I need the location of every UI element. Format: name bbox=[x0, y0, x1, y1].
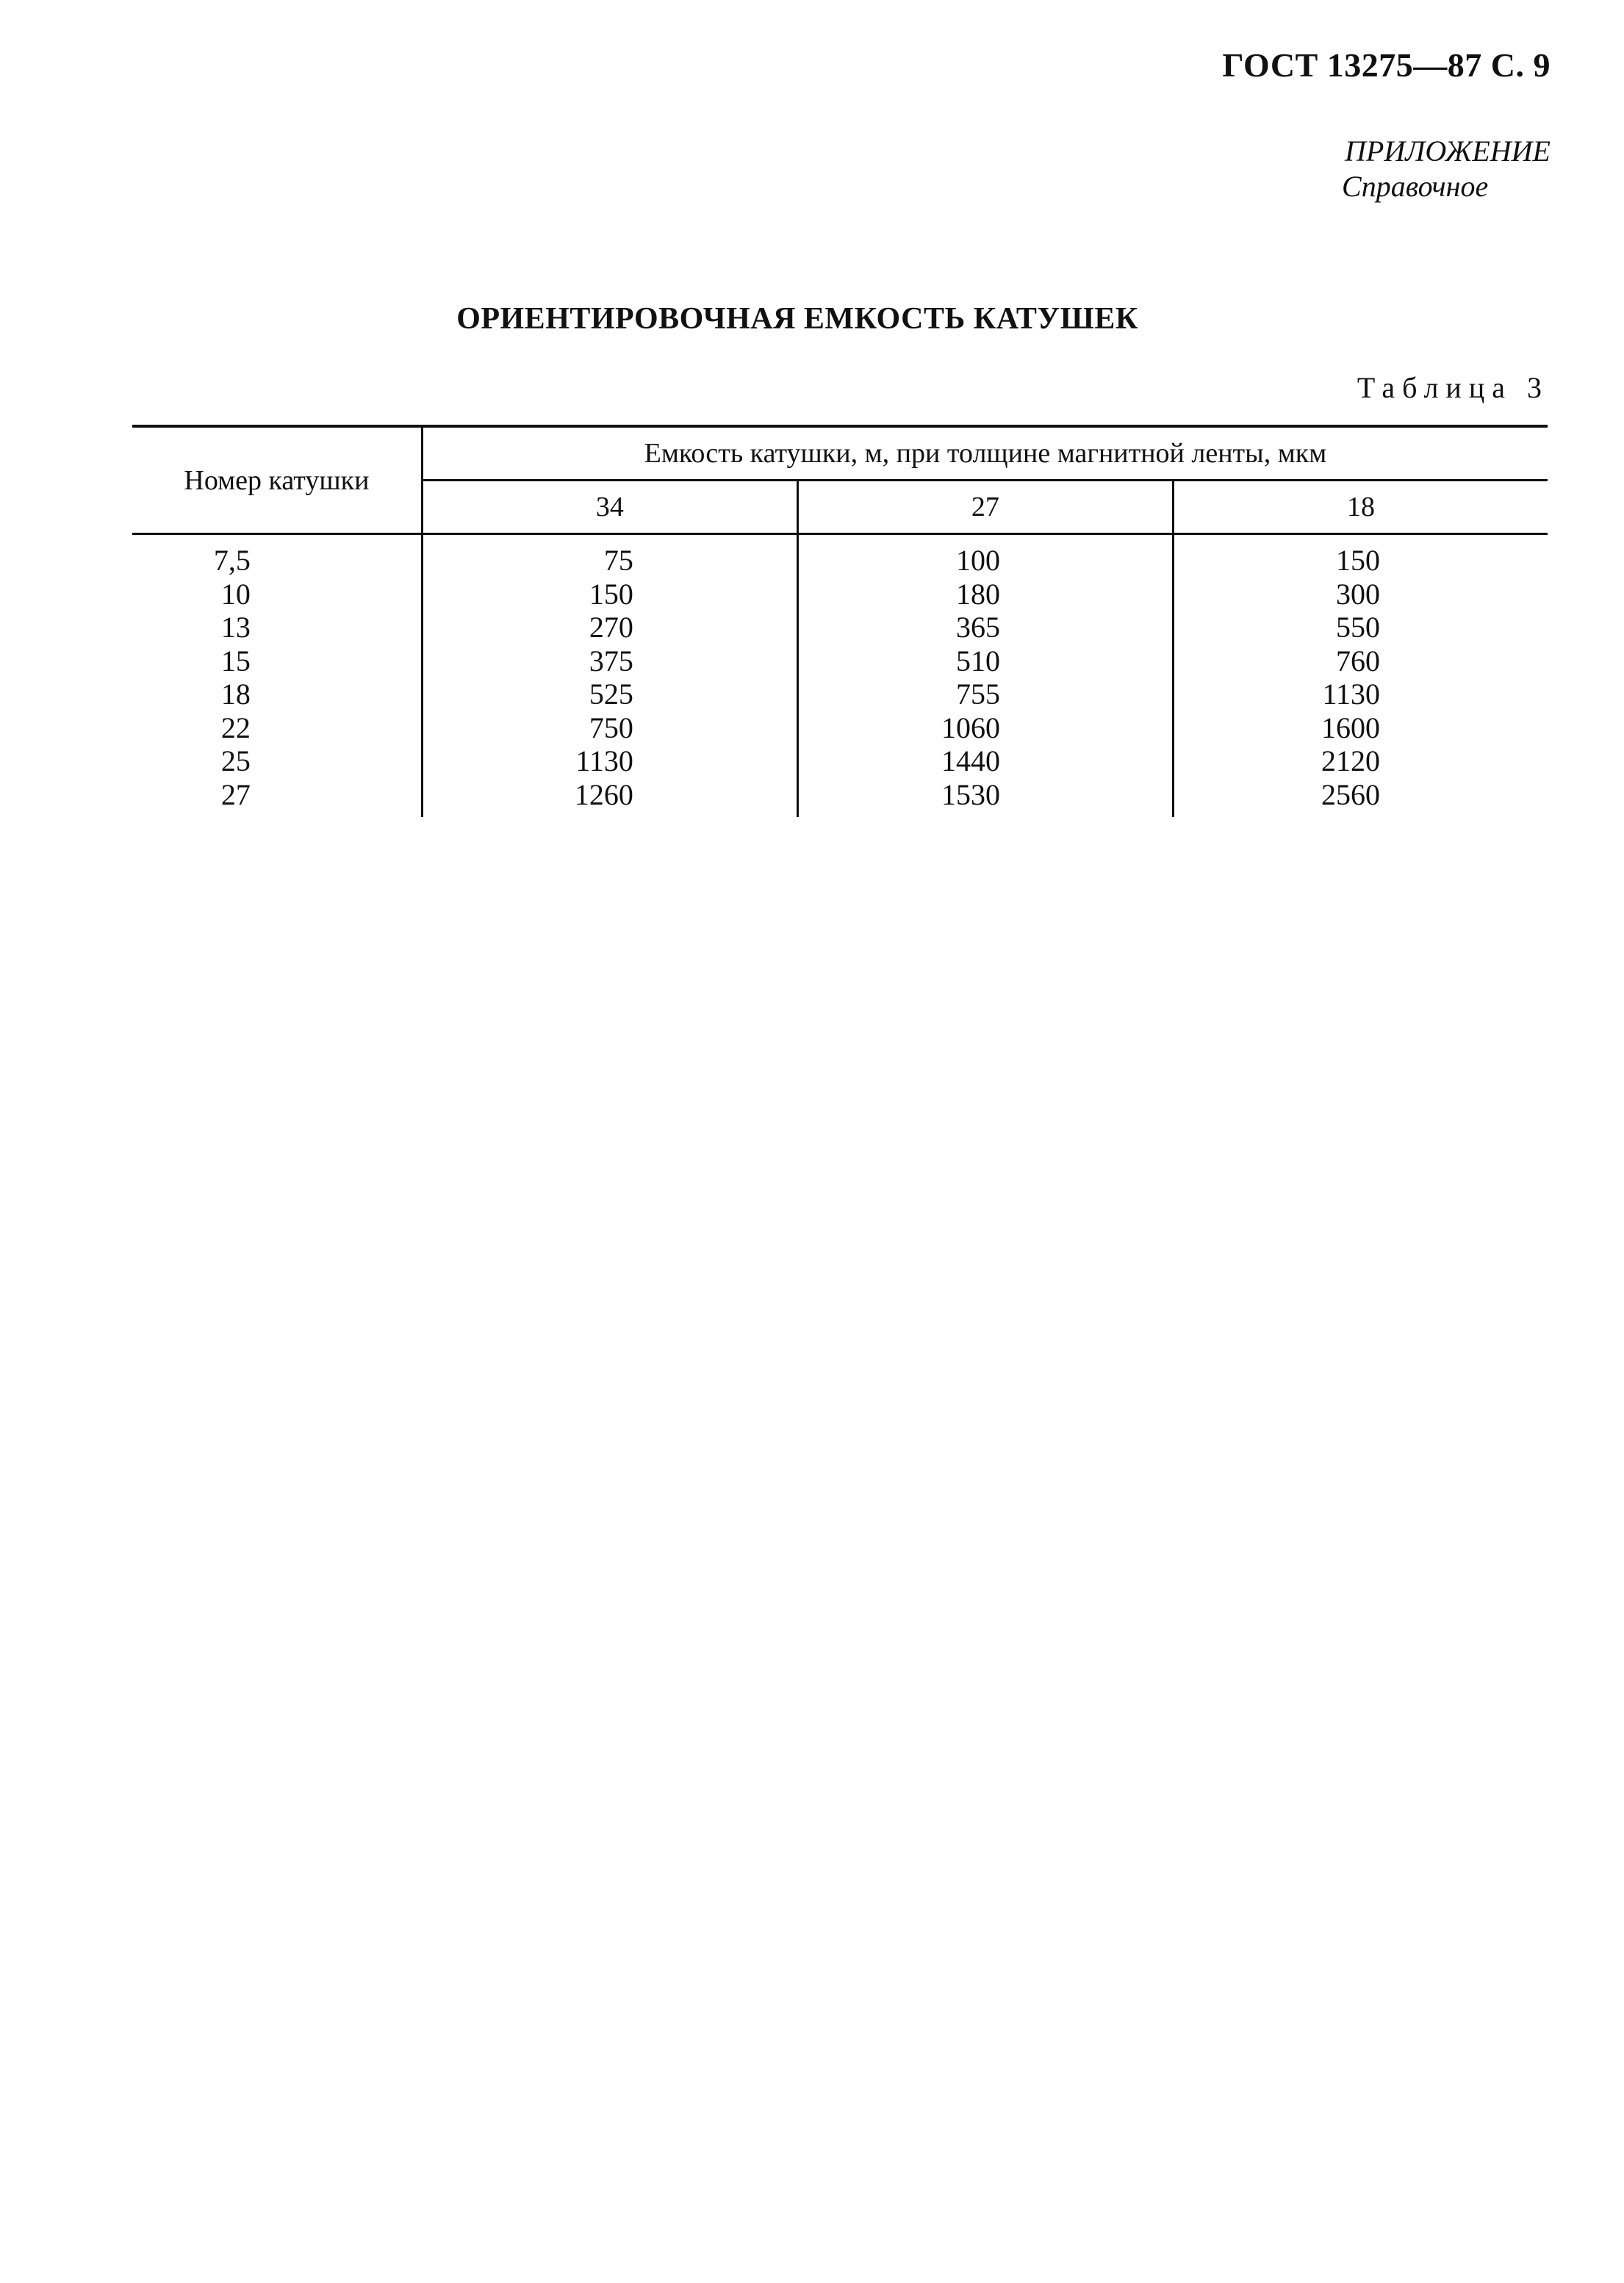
cell-reel-number: 13 bbox=[132, 611, 422, 644]
header-thickness-27: 27 bbox=[797, 481, 1173, 534]
cell-capacity-27: 755 bbox=[797, 677, 1173, 711]
table-row bbox=[132, 778, 1548, 818]
cell-reel-number: 27 bbox=[132, 778, 422, 818]
cell-capacity-34: 150 bbox=[422, 578, 797, 611]
cell-capacity-27: 365 bbox=[797, 611, 1173, 644]
table-row bbox=[132, 611, 1548, 644]
cell-reel-number: 18 bbox=[132, 677, 422, 711]
cell-capacity-18: 550 bbox=[1336, 611, 1380, 644]
cell-capacity-27: 180 bbox=[797, 578, 1173, 611]
cell-capacity-18: 760 bbox=[1336, 644, 1380, 677]
cell-capacity-27: 1060 bbox=[797, 711, 1173, 745]
table-row bbox=[132, 677, 1548, 711]
cell-capacity-34: 75 bbox=[422, 534, 797, 578]
cell-capacity-18: 300 bbox=[1336, 577, 1380, 611]
cell-capacity-34: 1130 bbox=[422, 744, 797, 778]
cell-capacity-18: 2120 bbox=[1321, 744, 1380, 777]
table-row bbox=[132, 711, 1548, 745]
cell-reel-number: 7,5 bbox=[132, 534, 422, 578]
appendix-type: Справочное bbox=[1342, 170, 1489, 203]
cell-reel-number: 15 bbox=[132, 644, 422, 678]
reel-capacity-table bbox=[132, 425, 1548, 817]
cell-capacity-18: 2560 bbox=[1321, 777, 1380, 811]
cell-capacity-34: 1260 bbox=[422, 778, 797, 818]
cell-reel-number: 22 bbox=[132, 711, 422, 745]
header-reel-number: Номер катушки bbox=[132, 426, 422, 534]
header-thickness-34: 34 bbox=[422, 481, 797, 534]
table-row bbox=[132, 578, 1548, 611]
header-thickness-18: 18 bbox=[1173, 481, 1548, 534]
header-capacity-group: Емкость катушки, м, при толщине магнитной ленты, мкм bbox=[422, 426, 1548, 481]
cell-reel-number: 25 bbox=[132, 744, 422, 778]
cell-capacity-27: 510 bbox=[797, 644, 1173, 678]
cell-capacity-34: 750 bbox=[422, 711, 797, 745]
cell-capacity-18: 1130 bbox=[1322, 677, 1380, 711]
appendix-label: ПРИЛОЖЕНИЕ bbox=[1345, 134, 1551, 168]
appendix-block bbox=[1342, 134, 1551, 204]
table-row bbox=[132, 534, 1548, 578]
table-label: Таблица 3 bbox=[1357, 371, 1549, 404]
page-header: ГОСТ 13275—87 С. 9 bbox=[1222, 46, 1551, 84]
cell-capacity-27: 100 bbox=[797, 534, 1173, 578]
cell-capacity-27: 1440 bbox=[797, 744, 1173, 778]
cell-capacity-27: 1530 bbox=[797, 778, 1173, 818]
cell-capacity-18: 150 bbox=[1336, 544, 1380, 577]
cell-capacity-34: 270 bbox=[422, 611, 797, 644]
table-row bbox=[132, 744, 1548, 778]
table-row bbox=[132, 644, 1548, 678]
cell-capacity-34: 375 bbox=[422, 644, 797, 678]
document-title: ОРИЕНТИРОВОЧНАЯ ЕМКОСТЬ КАТУШЕК bbox=[456, 302, 1138, 336]
cell-capacity-18: 1600 bbox=[1321, 711, 1380, 744]
cell-reel-number: 10 bbox=[132, 578, 422, 611]
cell-capacity-34: 525 bbox=[422, 677, 797, 711]
